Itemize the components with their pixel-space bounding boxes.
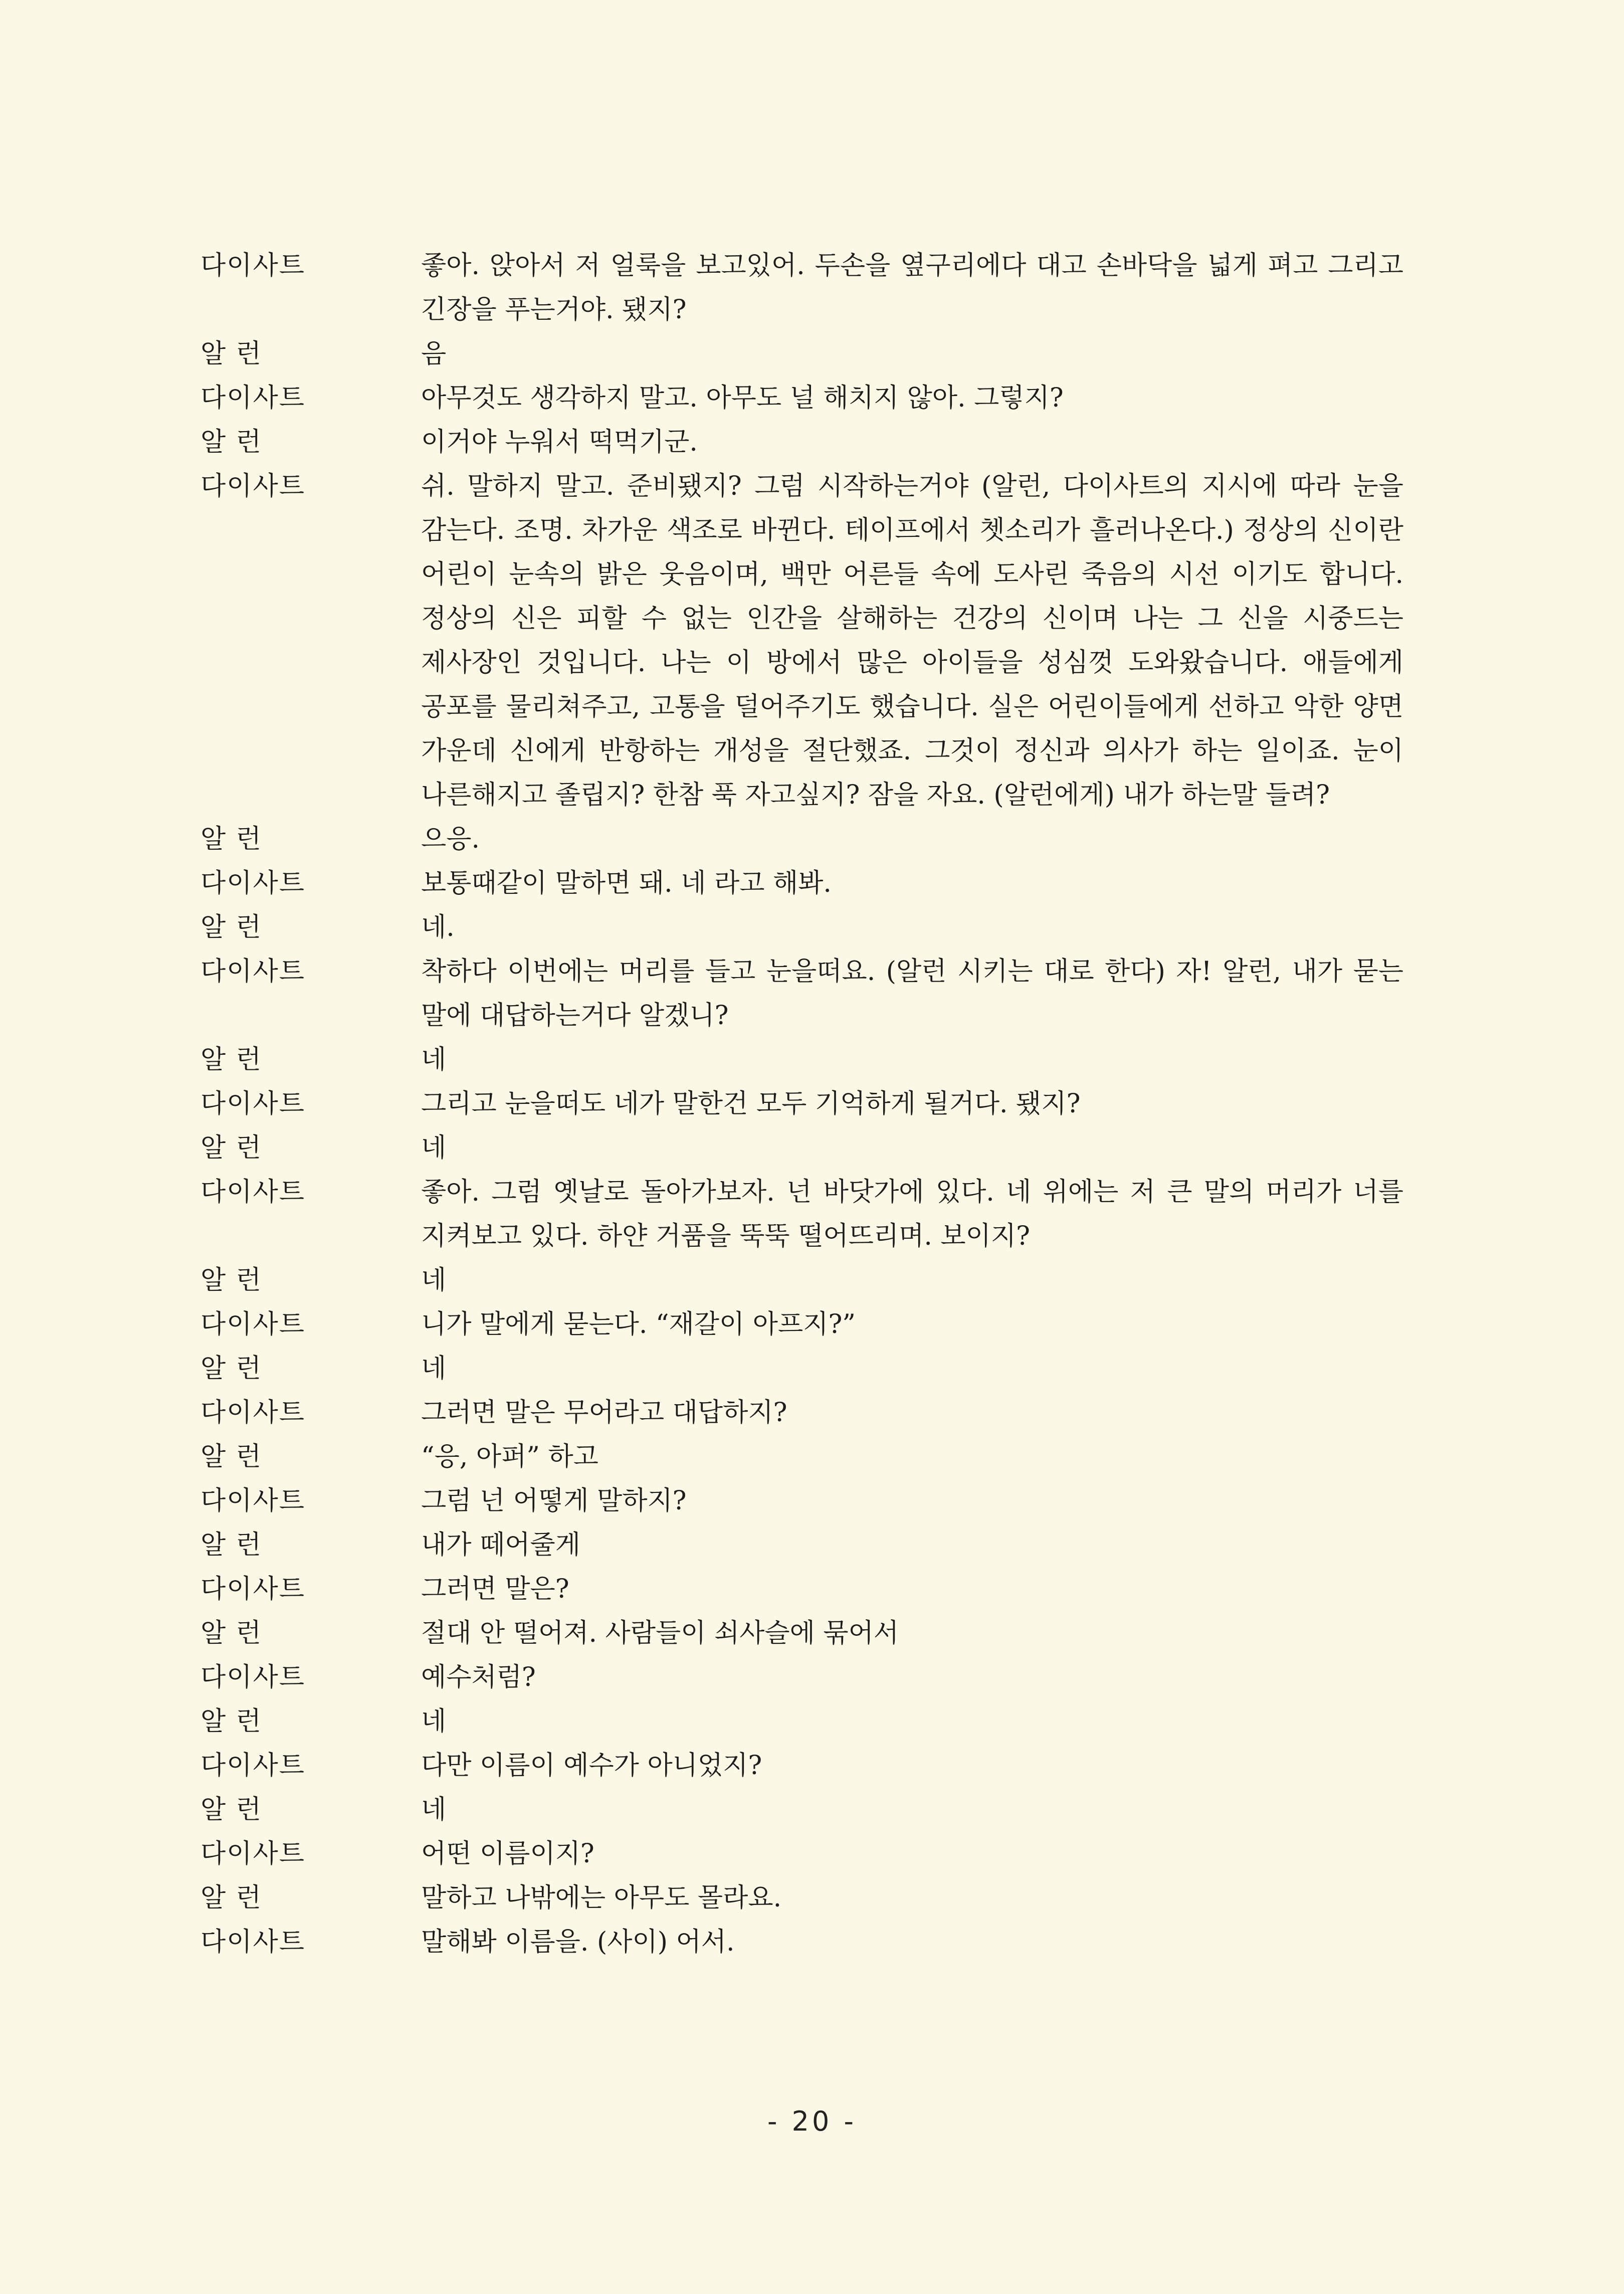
- speech-text: 절대 안 떨어져. 사람들이 쇠사슬에 묶어서: [421, 1618, 899, 1648]
- speaker-name: 다이사트: [200, 1927, 305, 1957]
- dialogue-line: [200, 464, 1403, 817]
- speaker-name: 알 런: [200, 1706, 262, 1737]
- dialogue-line: [200, 1567, 1403, 1611]
- speech-text: 아무것도 생각하지 말고. 아무도 널 해치지 않아. 그렇지?: [421, 383, 1064, 413]
- speech-text: 음: [421, 339, 447, 369]
- speech-text: 네: [421, 1354, 447, 1384]
- dialogue-line: [200, 861, 1403, 905]
- speaker-name: 다이사트: [200, 1751, 305, 1781]
- dialogue-line: [200, 420, 1403, 464]
- speech-text: 좋아. 앉아서 저 얼룩을 보고있어. 두손을 옆구리에다 대고 손바닥을 넓게 펴고 그리고 긴장을 푸는거야. 됐지?: [421, 251, 1403, 325]
- speech-text: 어떤 이름이지?: [421, 1839, 594, 1869]
- dialogue-line: [200, 949, 1403, 1038]
- speech-text: 이거야 누워서 떡먹기군.: [421, 427, 698, 457]
- dialogue-line: [200, 1832, 1403, 1876]
- speech-text: 그럼 넌 어떻게 말하지?: [421, 1486, 687, 1516]
- dialogue-line: [200, 1920, 1403, 1964]
- speaker-name: 다이사트: [200, 957, 305, 987]
- speaker-name: 알 런: [200, 1618, 262, 1648]
- speech-text: “응, 아퍼” 하고: [421, 1442, 598, 1472]
- speaker-name: 다이사트: [200, 383, 305, 413]
- speaker-name: 다이사트: [200, 471, 305, 501]
- dialogue-line: [200, 1302, 1403, 1347]
- speech-text: 네: [421, 1706, 447, 1737]
- dialogue-line: [200, 1744, 1403, 1788]
- dialogue-line: [200, 1876, 1403, 1920]
- speaker-name: 알 런: [200, 1133, 262, 1163]
- speech-text: 네: [421, 1045, 447, 1075]
- speech-text: 말하고 나밖에는 아무도 몰라요.: [421, 1883, 782, 1913]
- speech-text: 네: [421, 1265, 447, 1295]
- dialogue-block: [200, 244, 1403, 1964]
- speech-text: 그러면 말은?: [421, 1574, 569, 1604]
- dialogue-line: [200, 1479, 1403, 1523]
- speaker-name: 다이사트: [200, 1398, 305, 1428]
- speech-text: 니가 말에게 묻는다. “재갈이 아프지?”: [421, 1309, 856, 1340]
- speech-text: 내가 떼어줄게: [421, 1530, 580, 1560]
- speech-text: 그리고 눈을떠도 네가 말한건 모두 기억하게 될거다. 됐지?: [421, 1089, 1081, 1119]
- dialogue-line: [200, 1391, 1403, 1435]
- speaker-name: 알 런: [200, 427, 262, 457]
- speaker-name: 알 런: [200, 1442, 262, 1472]
- speech-text: 네.: [421, 912, 455, 942]
- dialogue-line: [200, 1655, 1403, 1699]
- speaker-name: 다이사트: [200, 1574, 305, 1604]
- speech-text: 네: [421, 1795, 447, 1825]
- speaker-name: 알 런: [200, 1045, 262, 1075]
- dialogue-line: [200, 1699, 1403, 1744]
- speaker-name: 다이사트: [200, 868, 305, 898]
- speaker-name: 다이사트: [200, 251, 305, 281]
- dialogue-line: [200, 332, 1403, 376]
- speech-text: 그러면 말은 무어라고 대답하지?: [421, 1398, 787, 1428]
- dialogue-line: [200, 376, 1403, 420]
- speaker-name: 알 런: [200, 912, 262, 942]
- speaker-name: 다이사트: [200, 1486, 305, 1516]
- dialogue-line: [200, 905, 1403, 949]
- speech-text: 말해봐 이름을. (사이) 어서.: [421, 1927, 735, 1957]
- page-number: - 20 -: [767, 2106, 857, 2137]
- speech-text: 다만 이름이 예수가 아니었지?: [421, 1751, 762, 1781]
- speech-text: 으응.: [421, 824, 480, 854]
- speaker-name: 다이사트: [200, 1309, 305, 1340]
- dialogue-line: [200, 1170, 1403, 1258]
- dialogue-line: [200, 244, 1403, 332]
- speaker-name: 알 런: [200, 824, 262, 854]
- dialogue-line: [200, 1611, 1403, 1655]
- dialogue-line: [200, 1347, 1403, 1391]
- speech-text: 예수처럼?: [421, 1662, 536, 1692]
- dialogue-line: [200, 1038, 1403, 1082]
- speech-text: 좋아. 그럼 옛날로 돌아가보자. 넌 바닷가에 있다. 네 위에는 저 큰 말의 머리가 너를 지켜보고 있다. 하얀 거품을 뚝뚝 떨어뜨리며. 보이지?: [421, 1177, 1403, 1251]
- speech-text: 쉬. 말하지 말고. 준비됐지? 그럼 시작하는거야 (알런, 다이사트의 지시에 따라 눈을 감는다. 조명. 차가운 색조로 바뀐다. 테이프에서 쳇소리가 흘러나온다.) 정상의 신이란 어린이 눈속의 밝은 웃음이며, 백만 어른들 속에 도사린 죽음의 시선 이기도 합니다. 정상의 신은 피할 수 없는 인간을 살해하는 건강의 신이며 나는 그 신을 시중드는 제사장인 것입니다. 나는 이 방에서 많은 아이들을 성심껏 도와왔습니다. 애들에게 공포를 물리쳐주고, 고통을 덜어주기도 했습니다. 실은 어린이들에게 선하고 악한 양면 가운데 신에게 반항하는 개성을 절단했죠. 그것이 정신과 의사가 하는 일이죠. 눈이 나른해지고 졸립지? 한참 푹 자고싶지? 잠을 자요. (알런에게) 내가 하는말 들려?: [421, 471, 1403, 810]
- speaker-name: 알 런: [200, 1795, 262, 1825]
- speaker-name: 알 런: [200, 1883, 262, 1913]
- speaker-name: 알 런: [200, 1265, 262, 1295]
- speaker-name: 알 런: [200, 1354, 262, 1384]
- speaker-name: 알 런: [200, 339, 262, 369]
- dialogue-line: [200, 817, 1403, 861]
- dialogue-line: [200, 1435, 1403, 1479]
- speech-text: 보통때같이 말하면 돼. 네 라고 해봐.: [421, 868, 832, 898]
- speaker-name: 다이사트: [200, 1177, 305, 1207]
- speech-text: 네: [421, 1133, 447, 1163]
- speaker-name: 다이사트: [200, 1089, 305, 1119]
- speaker-name: 다이사트: [200, 1662, 305, 1692]
- speaker-name: 알 런: [200, 1530, 262, 1560]
- speaker-name: 다이사트: [200, 1839, 305, 1869]
- dialogue-line: [200, 1788, 1403, 1832]
- dialogue-line: [200, 1523, 1403, 1567]
- speech-text: 착하다 이번에는 머리를 들고 눈을떠요. (알런 시키는 대로 한다) 자! 알런, 내가 묻는 말에 대답하는거다 알겠니?: [421, 957, 1403, 1031]
- dialogue-line: [200, 1082, 1403, 1126]
- dialogue-line: [200, 1126, 1403, 1170]
- dialogue-line: [200, 1258, 1403, 1302]
